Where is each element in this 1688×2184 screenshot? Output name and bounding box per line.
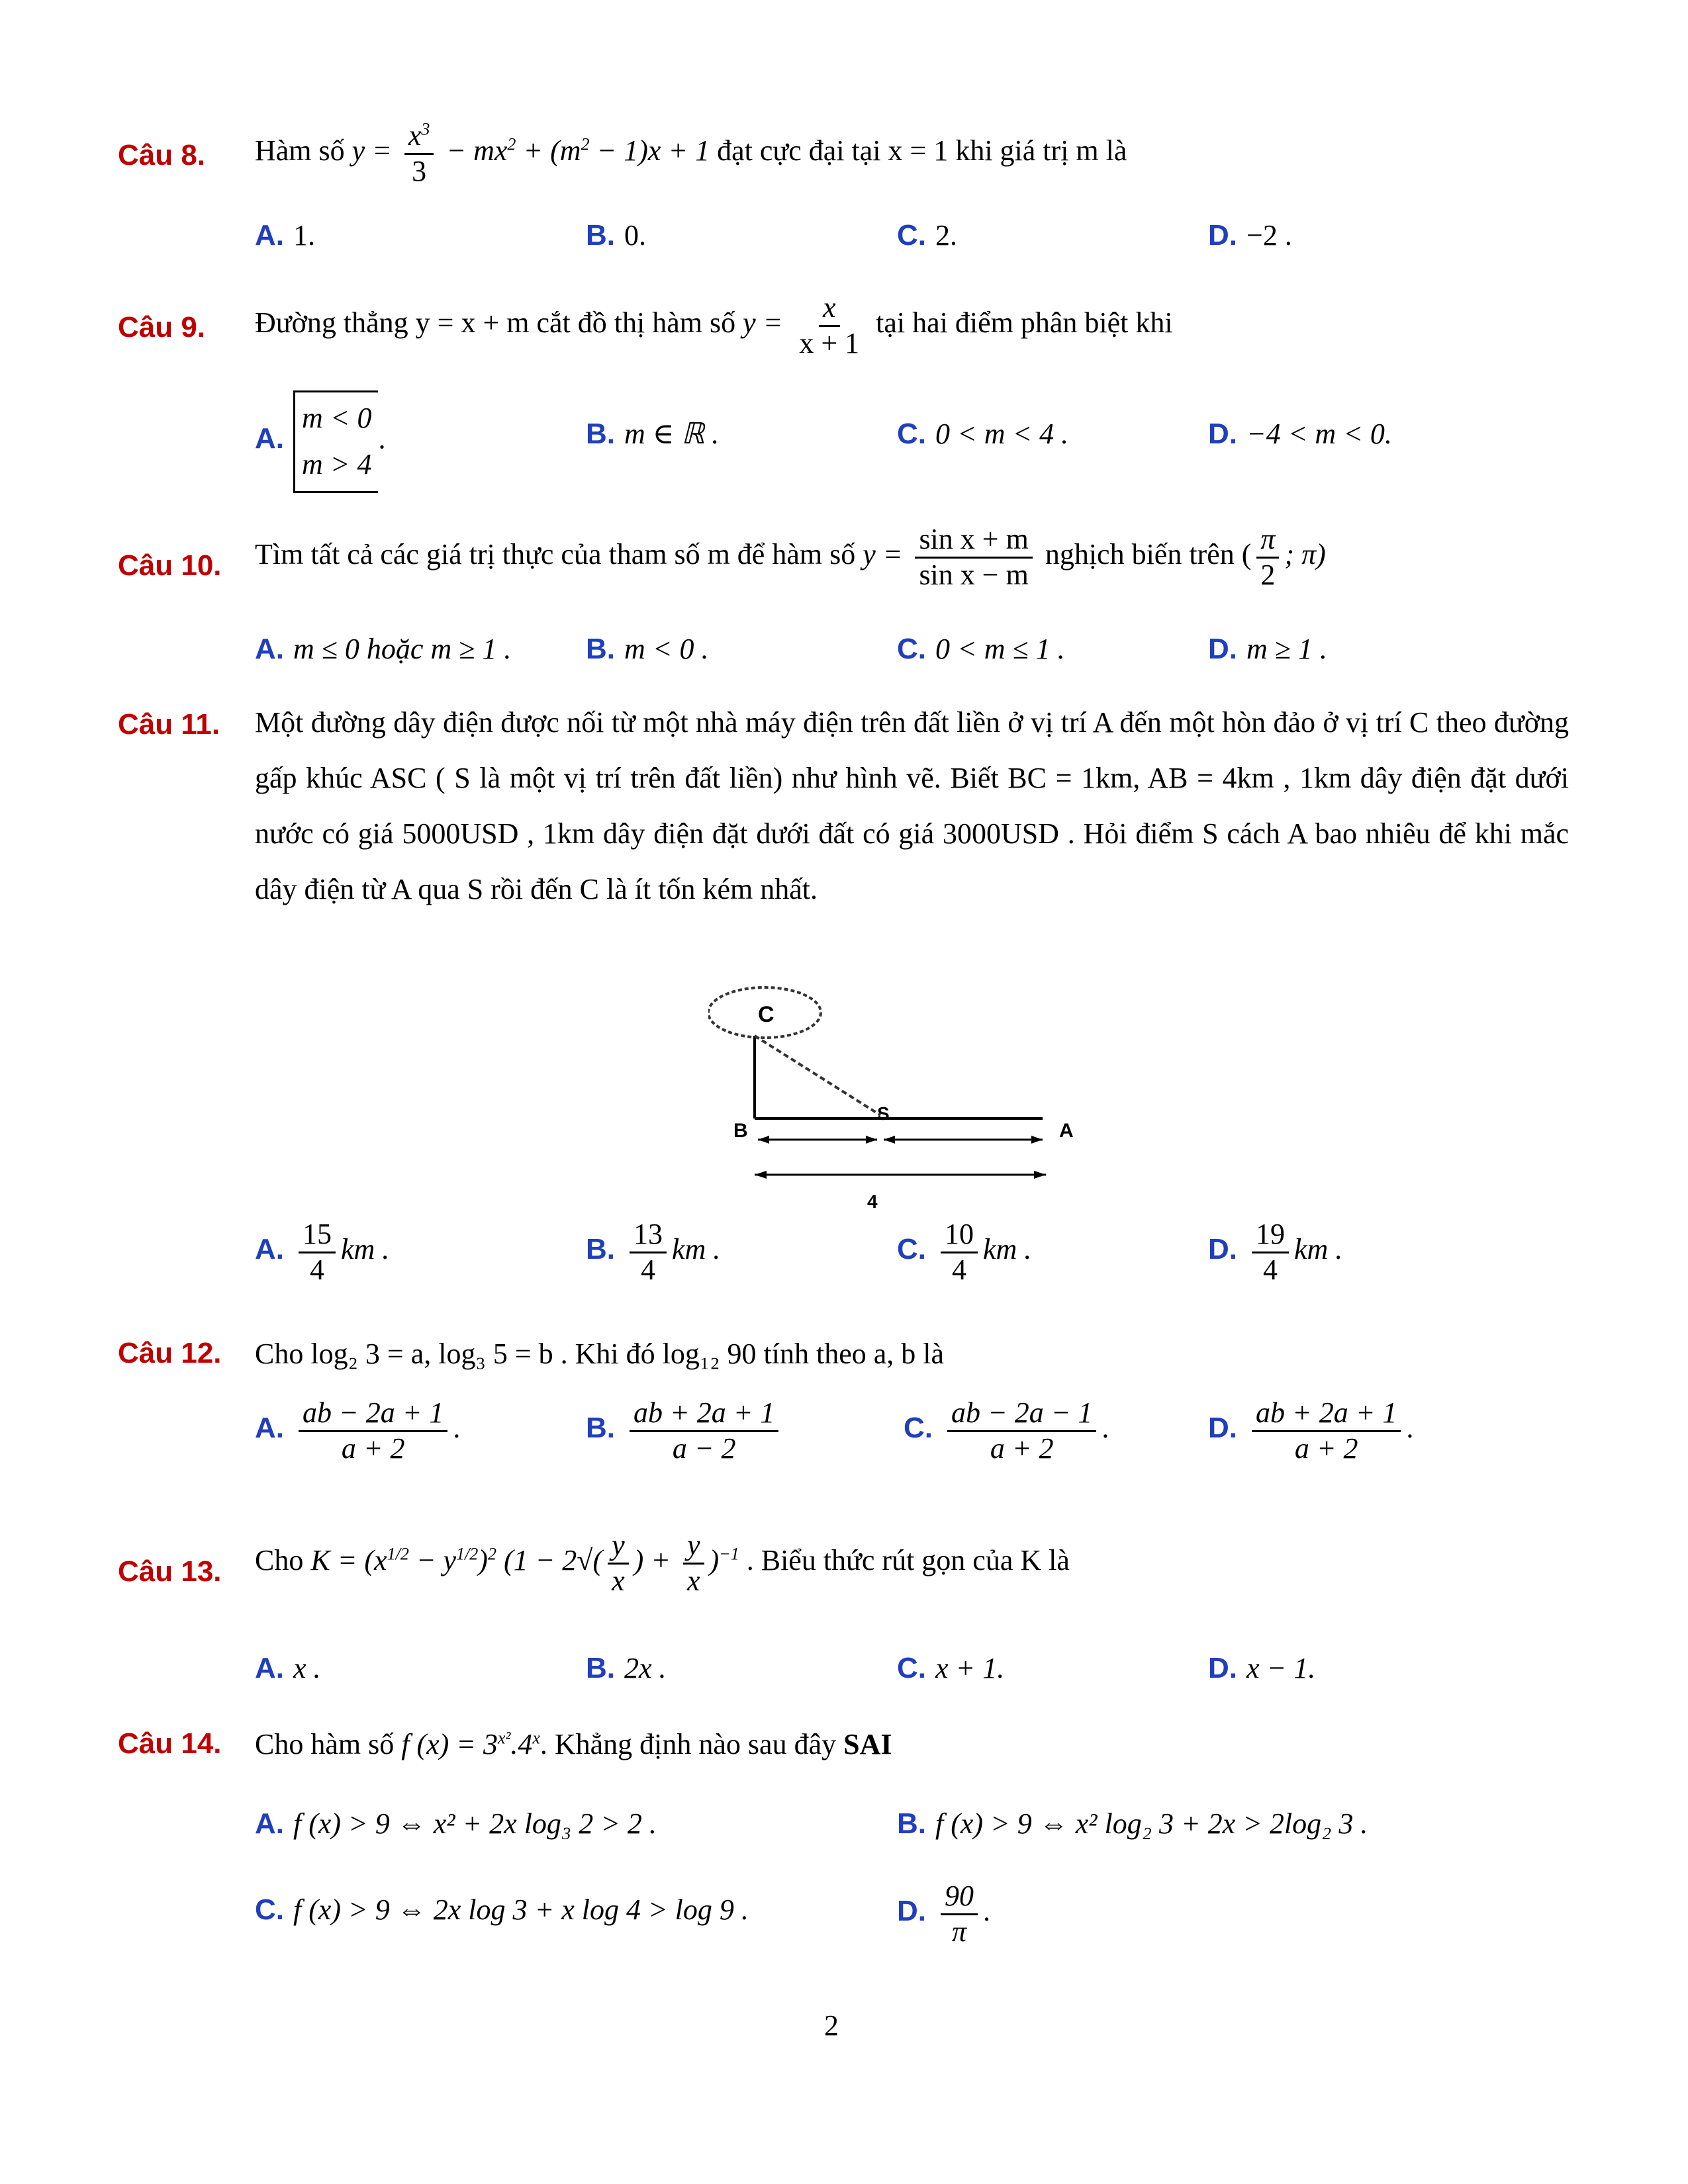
formula: y = [352, 134, 392, 167]
question-stem: Hàm số y = $\frac{x^3}{3}$ − $mx^2 + (m^2 - 1)x + 1$ đạt cực đại tại x = 1 khi giá trị m là [255, 119, 1127, 187]
option-a[interactable]: A. m ≤ 0 hoặc m ≥ 1 . [255, 633, 512, 665]
question-label: Câu 11. [118, 708, 220, 741]
question-stem: Đường thẳng y = x + m cắt đồ thị hàm số y = $\frac{x}{x + 1}$ tại hai điểm phân biệt khi [255, 291, 1173, 359]
question-stem: Tìm tất cả các giá trị thực của tham số m để hàm số y = $\frac{\text{sin x + m}}{\text{sin x − m}}$ nghịch biến trên ( $\frac{\pi}{2}$ ; π) [255, 523, 1326, 591]
label-c: C [758, 1002, 774, 1027]
option-a[interactable]: A. f (x) > 9 ⇔ x² + 2x log₃ 2 > 2 . [255, 1807, 657, 1840]
option-b[interactable]: B. f (x) > 9 ⇔ x² log₂ 3 + 2x > 2log₂ 3 . [897, 1807, 1368, 1840]
fraction: $\frac{x}{x + 1}$ [799, 291, 860, 359]
question-stem: Cho hàm số f $(x) = 3^{x^2}.4^x$. Khẳng định nào sau đây SAI [255, 1728, 892, 1760]
label-distance: 4 [867, 1191, 878, 1212]
question-label: Câu 9. [118, 311, 206, 343]
question-stem: Một đường dây điện được nối từ một nhà máy điện trên đất liền ở vị trí A đến một hòn đảo ở vị trí C theo đường gấp khúc ASC ( S là một vị trí trên đất liền) như hình vẽ. Biết BC = 1km, AB = 4km , 1km dây điện đặt dưới nước có giá 5000USD , 1km dây điện đặt dưới đất có giá 3000USD . Hỏi điểm S cách A bao nhiêu để khi mắc dây điện từ A qua S rồi đến C là ít tốn kém nhất. [255, 706, 1569, 905]
option-b[interactable]: B. 0. [586, 219, 646, 251]
option-a[interactable]: A. x . [255, 1652, 321, 1684]
fraction: $\frac{x^3}{3}$ [404, 119, 434, 188]
formula-k: $K = (x^{1/2} - y^{1/2})^2$ (1 − 2√( $\frac{y}{x}$ ) + $\frac{y}{x}$ )$^{-1}$ [310, 1529, 739, 1597]
formula-f: f $(x) = 3^{x^2}.4^x$ [401, 1728, 540, 1760]
option-c[interactable]: C. f (x) > 9 ⇔ 2x log 3 + x log 4 > log 9 . [255, 1893, 749, 1926]
option-d[interactable]: D. −4 < m < 0. [1208, 418, 1392, 450]
option-a[interactable]: A. 1. [255, 219, 315, 251]
question-label: Câu 14. [118, 1727, 222, 1760]
system-bracket: m < 0 m > 4 [293, 390, 378, 493]
option-b[interactable]: B. m ∈ ℝ . [586, 418, 720, 450]
option-d[interactable]: D. $\frac{19}{4}$ km . [1208, 1218, 1343, 1286]
option-b[interactable]: B. $\frac{ab + 2a + 1}{a - 2}$ [586, 1396, 784, 1465]
option-b[interactable]: B. 2x . [586, 1652, 667, 1684]
option-d[interactable]: D. $\frac{ab + 2a + 1}{a + 2}$ . [1208, 1396, 1414, 1465]
label-s: S [877, 1103, 890, 1124]
segment-cs [755, 1036, 880, 1115]
formula: − $mx^2 + (m^2 - 1)x + 1$ [446, 134, 710, 167]
option-c[interactable]: C. 0 < m ≤ 1 . [897, 633, 1065, 665]
option-b[interactable]: B. m < 0 . [586, 633, 709, 665]
label-a: A [1059, 1120, 1074, 1142]
option-a[interactable]: A. $\frac{15}{4}$ km . [255, 1218, 390, 1286]
question-label: Câu 10. [118, 549, 222, 582]
fraction: $\frac{\pi}{2}$ [1256, 523, 1279, 592]
option-b[interactable]: B. $\frac{13}{4}$ km . [586, 1218, 721, 1286]
fraction: $\frac{\text{sin x + m}}{\text{sin x − m}}$ [915, 523, 1032, 592]
option-d[interactable]: D. m ≥ 1 . [1208, 633, 1327, 665]
option-c[interactable]: C. 0 < m < 4 . [897, 418, 1069, 450]
question-stem: Cho log₂ 3 = a, log₃ 5 = b . Khi đó log₁₂ 90 tính theo a, b là [255, 1338, 945, 1370]
option-d[interactable]: D. $\frac{90}{\pi}$ . [897, 1880, 990, 1948]
option-a[interactable]: A. $\frac{ab - 2a + 1}{a + 2}$ . [255, 1396, 461, 1465]
option-d[interactable]: D. −2 . [1208, 219, 1292, 251]
question-label: Câu 8. [118, 139, 206, 171]
option-c[interactable]: C. $\frac{10}{4}$ km . [897, 1218, 1032, 1286]
option-c[interactable]: C. 2. [897, 219, 957, 251]
option-a[interactable]: A.m < 0 m > 4. [255, 390, 385, 493]
question-label: Câu 13. [118, 1555, 222, 1588]
question-label: Câu 12. [118, 1337, 222, 1369]
page-number: 2 [824, 2009, 839, 2042]
question-stem: Cho $K = (x^{1/2} - y^{1/2})^2$ (1 − 2√( $\frac{y}{x}$ ) + $\frac{y}{x}$ )$^{-1}$ . Biểu thức rút gọn của K là [255, 1529, 1070, 1597]
option-c[interactable]: C. $\frac{ab - 2a - 1}{a + 2}$ . [904, 1396, 1109, 1465]
label-b: B [733, 1120, 748, 1142]
figure-diagram [708, 966, 1119, 1218]
option-d[interactable]: D. x − 1. [1208, 1652, 1316, 1684]
option-c[interactable]: C. x + 1. [897, 1652, 1005, 1684]
